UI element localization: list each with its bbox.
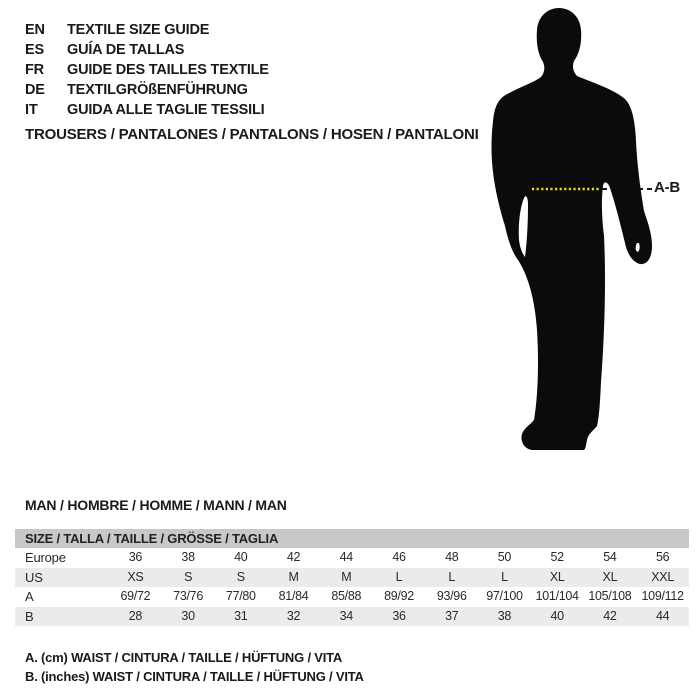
size-cell: L bbox=[501, 569, 508, 584]
size-cell: 48 bbox=[445, 550, 459, 564]
gender-section-title: MAN / HOMBRE / HOMME / MANN / MAN bbox=[25, 497, 287, 513]
language-code: IT bbox=[25, 102, 38, 118]
size-cell: XL bbox=[549, 569, 565, 584]
language-row bbox=[25, 80, 269, 100]
size-cell: 36 bbox=[128, 550, 143, 564]
size-cell: L bbox=[448, 569, 456, 584]
man-silhouette bbox=[492, 8, 653, 450]
row-label: Europe bbox=[25, 550, 66, 565]
language-code: DE bbox=[25, 82, 45, 98]
size-cell: 97/100 bbox=[486, 589, 523, 603]
size-cell: 40 bbox=[234, 550, 248, 564]
row-label: B bbox=[25, 608, 34, 624]
language-guide-title: TEXTILGRÖßENFÜHRUNG bbox=[67, 82, 248, 98]
language-row bbox=[25, 60, 269, 80]
size-cell: 30 bbox=[181, 608, 195, 623]
size-cell: XS bbox=[127, 569, 144, 584]
row-label: US bbox=[25, 569, 43, 585]
size-cell: 44 bbox=[655, 608, 670, 623]
language-list bbox=[25, 20, 269, 120]
size-cell: 38 bbox=[181, 550, 195, 564]
size-cell: 31 bbox=[234, 608, 248, 623]
size-cell: 69/72 bbox=[120, 589, 151, 603]
size-cell: 37 bbox=[445, 608, 459, 623]
size-cell: S bbox=[236, 569, 245, 584]
language-row bbox=[25, 20, 269, 40]
language-guide-title: GUIDA ALLE TAGLIE TESSILI bbox=[67, 102, 265, 118]
size-cell: 28 bbox=[128, 608, 143, 623]
size-cell: 34 bbox=[339, 608, 353, 623]
size-table bbox=[15, 529, 689, 626]
table-row bbox=[15, 568, 689, 588]
size-cell: 46 bbox=[392, 550, 406, 564]
size-cell: 42 bbox=[286, 550, 301, 564]
size-cell: 52 bbox=[550, 550, 564, 564]
size-cell: XL bbox=[602, 569, 618, 584]
size-cell: 105/108 bbox=[588, 589, 632, 603]
size-cell: 101/104 bbox=[535, 589, 579, 603]
size-cell: S bbox=[184, 569, 193, 584]
size-cell: 44 bbox=[339, 550, 353, 564]
size-cell: 109/112 bbox=[641, 589, 684, 603]
language-code: EN bbox=[25, 22, 45, 38]
size-cell: 42 bbox=[603, 608, 617, 623]
language-row bbox=[25, 40, 269, 60]
size-table-body bbox=[15, 548, 689, 626]
table-row bbox=[15, 607, 689, 627]
size-cell: 81/84 bbox=[278, 589, 309, 603]
footnote-cm: A. (cm) WAIST / CINTURA / TAILLE / HÜFTUNG / VITA bbox=[25, 650, 343, 665]
size-cell: 56 bbox=[655, 550, 670, 564]
size-cell: 73/76 bbox=[173, 589, 203, 603]
language-guide-title: GUÍA DE TALLAS bbox=[67, 42, 185, 58]
footnotes bbox=[25, 649, 364, 686]
size-cell: 32 bbox=[286, 608, 301, 623]
footnote-inches: B. (inches) WAIST / CINTURA / TAILLE / HÜFTUNG / VITA bbox=[25, 668, 364, 684]
language-code: ES bbox=[25, 42, 44, 58]
size-cell: 50 bbox=[497, 550, 512, 564]
size-cell: 38 bbox=[497, 608, 512, 623]
measure-label-ab: A-B bbox=[654, 179, 681, 196]
row-label: A bbox=[25, 589, 34, 604]
table-row bbox=[15, 587, 689, 607]
table-row bbox=[15, 548, 689, 568]
language-code: FR bbox=[25, 62, 44, 78]
size-cell: 40 bbox=[550, 608, 564, 623]
category-title: TROUSERS / PANTALONES / PANTALONS / HOSEN / PANTALONI bbox=[25, 126, 479, 143]
size-cell: M bbox=[288, 569, 299, 584]
size-cell: 85/88 bbox=[331, 589, 362, 603]
size-cell: 77/80 bbox=[225, 589, 256, 603]
man-silhouette-figure bbox=[460, 0, 700, 460]
size-cell: XXL bbox=[651, 569, 674, 584]
size-cell: 36 bbox=[392, 608, 406, 623]
size-cell: 89/92 bbox=[384, 589, 414, 603]
size-cell: L bbox=[395, 569, 403, 584]
size-cell: 54 bbox=[603, 550, 617, 564]
language-guide-title: TEXTILE SIZE GUIDE bbox=[67, 22, 210, 38]
language-guide-title: GUIDE DES TAILLES TEXTILE bbox=[67, 62, 269, 78]
size-table-header: SIZE / TALLA / TAILLE / GRÖSSE / TAGLIA bbox=[15, 529, 689, 548]
language-row bbox=[25, 100, 269, 120]
size-cell: 93/96 bbox=[436, 589, 467, 603]
size-cell: M bbox=[341, 569, 352, 584]
